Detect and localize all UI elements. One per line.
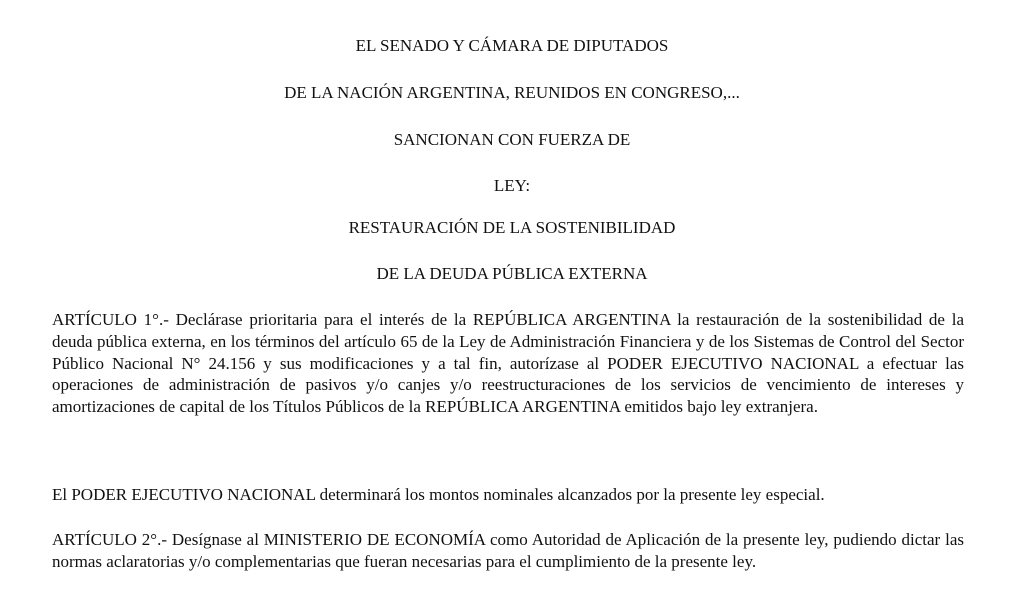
heading-nacion: DE LA NACIÓN ARGENTINA, REUNIDOS EN CONGRESO,... <box>284 83 740 102</box>
heading-ley: LEY: <box>493 176 531 195</box>
paragraph-poder-ejecutivo: El PODER EJECUTIVO NACIONAL determinará los montos nominales alcanzados por la presente ley especial. <box>52 485 825 504</box>
heading-senado: EL SENADO Y CÁMARA DE DIPUTADOS <box>355 36 669 55</box>
heading-title-line-1: RESTAURACIÓN DE LA SOSTENIBILIDAD <box>348 218 676 237</box>
paragraph-articulo-1: ARTÍCULO 1°.- Declárase prioritaria para el interés de la REPÚBLICA ARGENTINA la restauración de la sostenibilidad de la deuda pública externa, en los términos del artículo 65 de la Ley de Administración Financiera y de los Sistemas de Control del Sector Público Nacional N° 24.156 y sus modificaciones y a tal fin, autorízase al PODER EJECUTIVO NACIONAL a efectuar las operaciones de administración de pasivos y/o canjes y/o reestructuraciones de los servicios de vencimiento de intereses y amortizaciones de capital de los Títulos Públicos de la REPÚBLICA ARGENTINA emitidos bajo ley extranjera. <box>52 310 964 417</box>
heading-sancionan: SANCIONAN CON FUERZA DE <box>393 130 631 149</box>
paragraph-articulo-2: ARTÍCULO 2°.- Desígnase al MINISTERIO DE ECONOMÍA como Autoridad de Aplicación de la presente ley, pudiendo dictar las normas aclaratorias y/o complementarias que fueran necesarias para el cumplimiento de la presente ley. <box>52 530 964 571</box>
heading-title-line-2: DE LA DEUDA PÚBLICA EXTERNA <box>376 264 648 283</box>
